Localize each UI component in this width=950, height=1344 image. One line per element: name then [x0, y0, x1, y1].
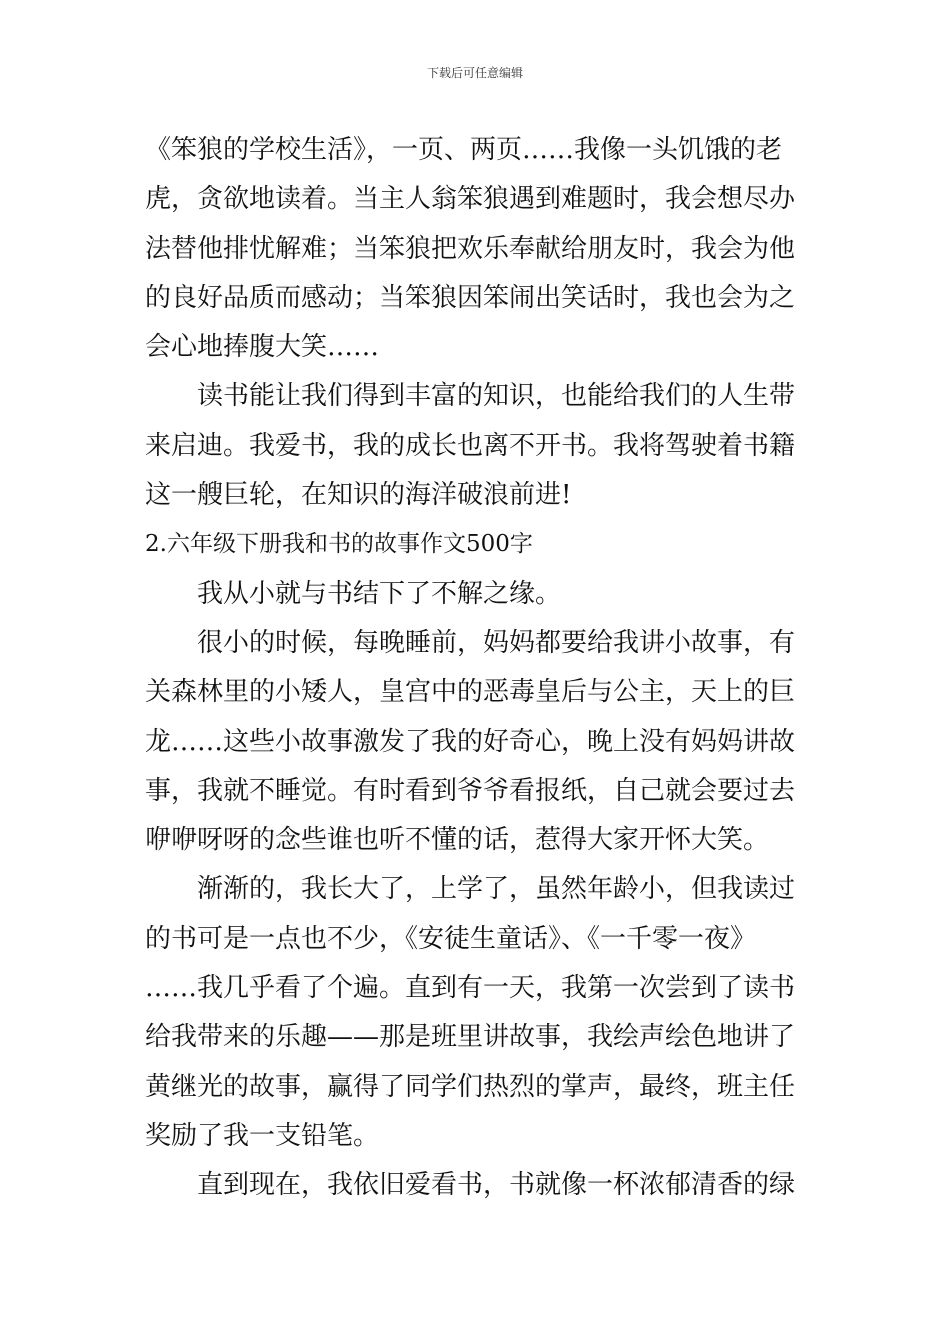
text-line: 事，我就不睡觉。有时看到爷爷看报纸，自己就会要过去 [145, 775, 796, 806]
text-line: 龙……这些小故事激发了我的好奇心，晚上没有妈妈讲故 [145, 726, 796, 757]
text-line: 这一艘巨轮，在知识的海洋破浪前进! [145, 480, 572, 511]
text-line: 《笨狼的学校生活》，一页、两页……我像一头饥饿的老 [145, 135, 783, 165]
text-line: ……我几乎看了个遍。直到有一天，我第一次尝到了读书 [145, 973, 796, 1004]
text-line: 的良好品质而感动；当笨狼因笨闹出笑话时，我也会为之 [145, 282, 796, 313]
text-line: 直到现在，我依旧爱看书，书就像一杯浓郁清香的绿 [197, 1170, 796, 1201]
text-line: 关森林里的小矮人，皇宫中的恶毒皇后与公主，天上的巨 [145, 677, 796, 708]
text-line: 渐渐的，我长大了，上学了，虽然年龄小，但我读过 [197, 874, 796, 905]
text-line: 虎，贪欲地读着。当主人翁笨狼遇到难题时，我会想尽办 [145, 184, 796, 215]
text-line: 奖励了我一支铅笔。 [145, 1120, 380, 1151]
text-line: 会心地捧腹大笑…… [145, 332, 380, 363]
text-line: 黄继光的故事，赢得了同学们热烈的掌声，最终，班主任 [145, 1071, 796, 1102]
text-line: 很小的时候，每晚睡前，妈妈都要给我讲小故事，有 [197, 627, 796, 658]
text-line: 来启迪。我爱书，我的成长也离不开书。我将驾驶着书籍 [145, 430, 796, 461]
text-line: 读书能让我们得到丰富的知识，也能给我们的人生带 [197, 381, 796, 412]
text-line: 我从小就与书结下了不解之缘。 [197, 578, 562, 609]
text-line: 法替他排忧解难；当笨狼把欢乐奉献给朋友时，我会为他 [145, 233, 796, 264]
document-body [145, 126, 809, 1211]
section-heading: 2.六年级下册我和书的故事作文500字 [145, 531, 533, 558]
page-header: 下载后可任意编辑 [426, 66, 523, 80]
text-line: 咿咿呀呀的念些谁也听不懂的话，惹得大家开怀大笑。 [145, 825, 770, 856]
text-line: 的书可是一点也不少，《安徒生童话》、《一千零一夜》 [145, 923, 757, 954]
text-line: 给我带来的乐趣——那是班里讲故事，我绘声绘色地讲了 [145, 1022, 796, 1053]
